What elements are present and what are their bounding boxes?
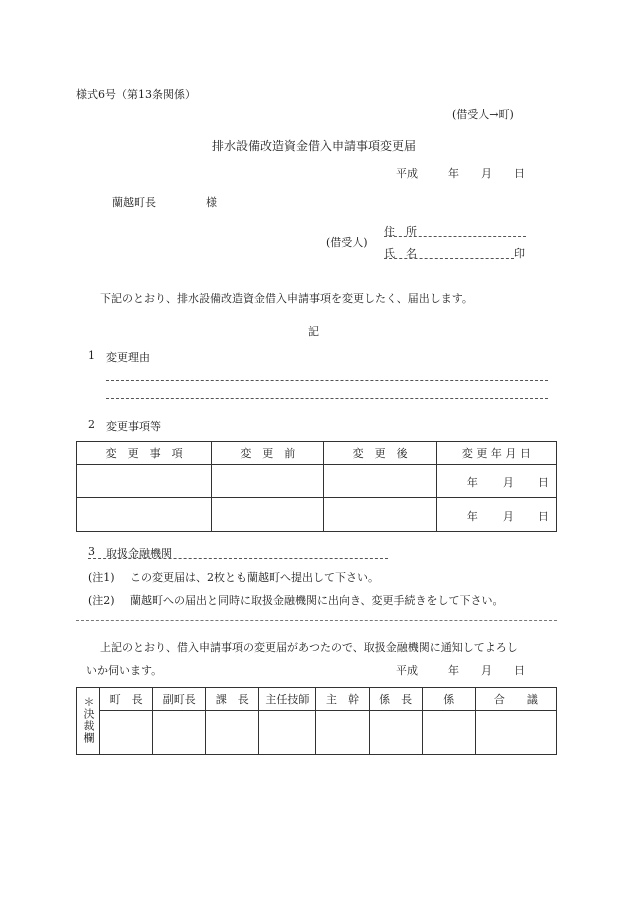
after-cell[interactable] <box>324 465 436 498</box>
reason-line-2 <box>106 398 548 399</box>
section2-number: 2 <box>88 418 95 431</box>
addressee-name: 蘭越町長 <box>112 196 156 209</box>
address-label: 住 所 <box>384 225 417 238</box>
lower-text-line2: いか伺います。 <box>86 664 163 677</box>
stamp-cell-mayor[interactable] <box>100 711 153 755</box>
section1-number: 1 <box>88 349 95 362</box>
stamp-cell-staff[interactable] <box>422 711 475 755</box>
form-number: 様式6号（第13条関係） <box>76 88 196 101</box>
name-line <box>384 258 514 259</box>
section3-label: 取扱金融機関 <box>106 547 172 560</box>
note1-label: (注1) <box>88 571 115 584</box>
header-deputy-mayor: 副町長 <box>153 688 206 711</box>
header-before: 変 更 前 <box>212 442 324 465</box>
day-label: 日 <box>514 167 525 180</box>
change-item-cell[interactable] <box>77 465 212 498</box>
stamp-cell-chief-engineer[interactable] <box>259 711 316 755</box>
change-table <box>76 441 557 532</box>
address-line <box>384 236 526 237</box>
approval-stamp-row <box>77 711 557 755</box>
applicant-role: (借受人) <box>326 236 368 249</box>
header-staff: 係 <box>422 688 475 711</box>
header-after: 変 更 後 <box>324 442 436 465</box>
lower-text-line1: 上記のとおり、借入申請事項の変更届があつたので、取扱金融機関に通知してよろし <box>100 641 518 654</box>
section3-number: 3 <box>88 545 95 558</box>
header-chief-engineer: 主任技師 <box>259 688 316 711</box>
section1-label: 変更理由 <box>106 351 150 364</box>
month-label: 月 <box>502 476 514 489</box>
section2-label: 変更事項等 <box>106 420 161 433</box>
date-cell[interactable] <box>436 498 556 532</box>
year-label: 年 <box>466 510 478 523</box>
day-label: 日 <box>537 510 549 523</box>
direction-note: (借受人→町) <box>452 108 514 121</box>
day-label: 日 <box>514 664 525 677</box>
note1-text: この変更届は、2枚とも蘭越町へ提出して下さい。 <box>130 571 379 584</box>
after-cell[interactable] <box>324 498 436 532</box>
year-label: 年 <box>466 476 478 489</box>
month-label: 月 <box>502 510 514 523</box>
year-label: 年 <box>448 664 459 677</box>
stamp-cell-subsection-chief[interactable] <box>369 711 422 755</box>
note2-text: 蘭越町への届出と同時に取扱金融機関に出向き、変更手続きをして下さい。 <box>130 594 504 607</box>
header-change-item: 変 更 事 項 <box>77 442 212 465</box>
before-cell[interactable] <box>212 465 324 498</box>
date-cell[interactable] <box>436 465 556 498</box>
approval-side-label-cell <box>77 688 100 755</box>
day-label: 日 <box>537 476 549 489</box>
month-label: 月 <box>481 664 492 677</box>
table-row <box>77 498 557 532</box>
header-mayor: 町 長 <box>100 688 153 711</box>
addressee-honorific: 様 <box>206 196 217 209</box>
stamp-cell-section-chief[interactable] <box>206 711 259 755</box>
era-label: 平成 <box>396 664 418 677</box>
form-title: 排水設備改造資金借入申請事項変更届 <box>212 139 417 153</box>
header-consultation: 合 議 <box>475 688 556 711</box>
stamp-cell-manager[interactable] <box>316 711 369 755</box>
table-row <box>77 465 557 498</box>
before-cell[interactable] <box>212 498 324 532</box>
approval-side-label: ＊決裁欄 <box>82 695 96 744</box>
header-change-date: 変 更 年 月 日 <box>436 442 556 465</box>
stamp-cell-deputy-mayor[interactable] <box>153 711 206 755</box>
year-label: 年 <box>448 167 459 180</box>
change-item-cell[interactable] <box>77 498 212 532</box>
cut-line <box>76 620 557 621</box>
name-label: 氏 名 <box>384 247 417 260</box>
header-section-chief: 課 長 <box>206 688 259 711</box>
month-label: 月 <box>481 167 492 180</box>
ki-label: 記 <box>308 325 319 338</box>
header-manager: 主 幹 <box>316 688 369 711</box>
seal-mark: 印 <box>514 247 525 260</box>
reason-line-1 <box>106 380 548 381</box>
approval-header-row <box>77 688 557 711</box>
change-table-header <box>77 442 557 465</box>
stamp-cell-consultation[interactable] <box>475 711 556 755</box>
era-label: 平成 <box>396 167 418 180</box>
approval-table <box>76 687 557 755</box>
note2-label: (注2) <box>88 594 115 607</box>
header-subsection-chief: 係 長 <box>369 688 422 711</box>
bank-line <box>88 558 388 559</box>
body-text: 下記のとおり、排水設備改造資金借入申請事項を変更したく、届出します。 <box>100 292 473 305</box>
